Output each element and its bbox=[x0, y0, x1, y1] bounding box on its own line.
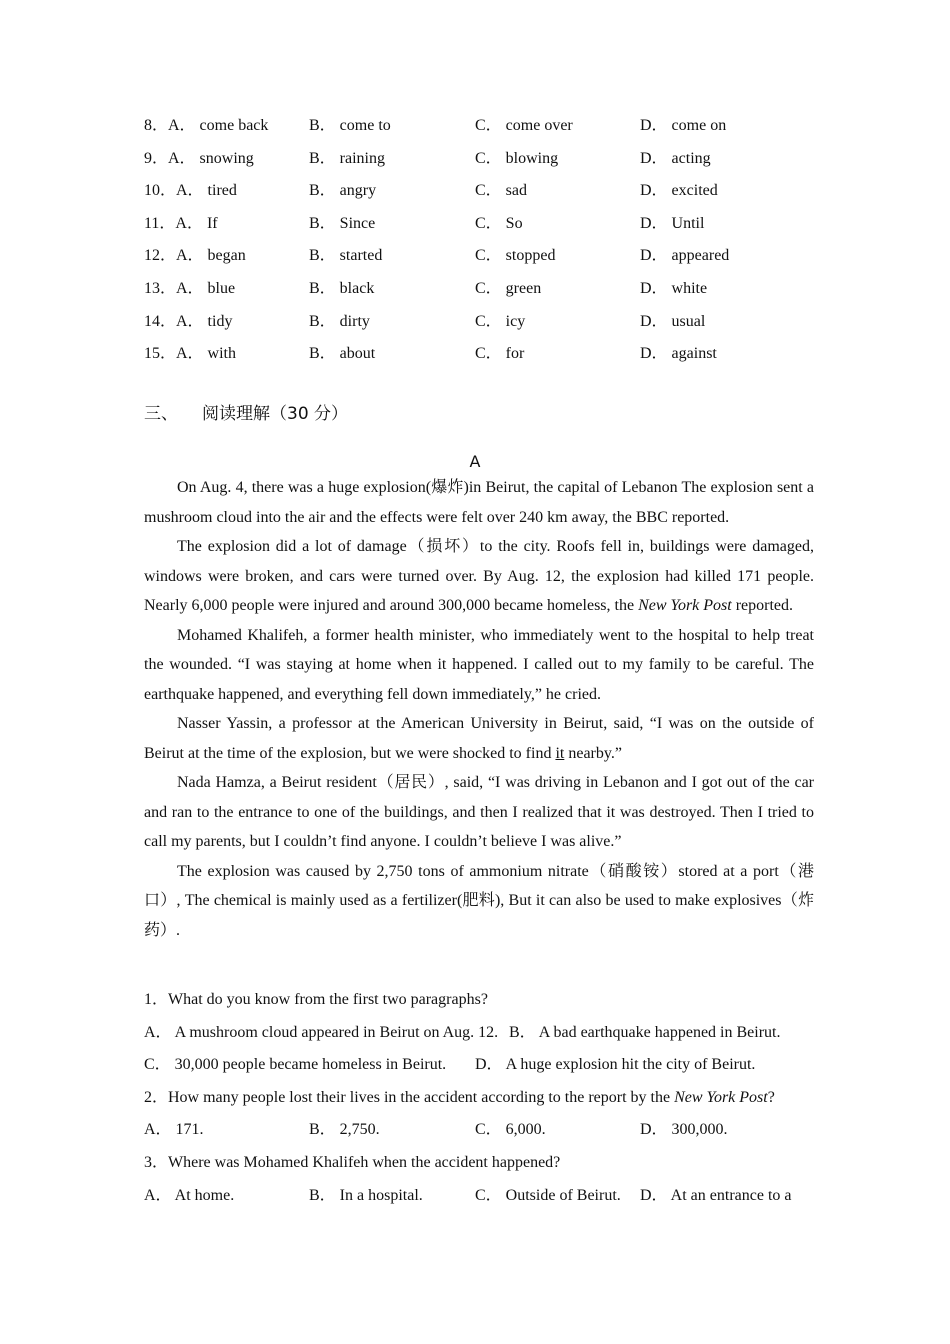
option-d: D． against bbox=[640, 345, 717, 363]
choice-d: D． At an entrance to a bbox=[640, 1186, 792, 1204]
paragraph: The explosion was caused by 2,750 tons of ammonium nitrate（硝酸铵）stored at a port（港口）, The chemical is mainly used as a fertilizer(肥料), But it can also be used to make explosives（炸药）. bbox=[144, 862, 814, 939]
option-c: C． green bbox=[475, 279, 542, 297]
section-number: 三、 bbox=[144, 404, 178, 424]
question-stem: 3．Where was Mohamed Khalifeh when the accident happened? bbox=[144, 1153, 561, 1171]
option-a: 8．A． come back bbox=[144, 117, 269, 134]
answer-row bbox=[144, 1182, 824, 1215]
option-row bbox=[144, 177, 824, 210]
choice-c: C． 30,000 people became homeless in Beirut. bbox=[144, 1056, 447, 1074]
option-d: D． excited bbox=[640, 182, 718, 200]
option-a: 14．A． tidy bbox=[144, 312, 233, 330]
option-d: D． Until bbox=[640, 214, 705, 232]
question-stem: 1．What do you know from the first two paragraphs? bbox=[144, 991, 488, 1008]
option-a: 11．A． If bbox=[144, 214, 218, 232]
option-b: B． Since bbox=[309, 214, 376, 232]
reading-passage bbox=[144, 473, 814, 945]
answer-row bbox=[144, 1116, 824, 1149]
option-a: 12．A． began bbox=[144, 247, 246, 265]
choice-a: A． 171. bbox=[144, 1121, 204, 1139]
option-b: B． raining bbox=[309, 149, 385, 167]
option-b: B． dirty bbox=[309, 312, 370, 330]
answer-row bbox=[144, 1051, 824, 1084]
option-row bbox=[144, 145, 824, 178]
paragraph: On Aug. 4, there was a huge explosion(爆炸)in Beirut, the capital of Lebanon The explosion sent a mushroom cloud into the air and the effects were felt over 240 km away, the BBC reported. bbox=[144, 479, 814, 526]
option-row bbox=[144, 275, 824, 308]
option-d: D． usual bbox=[640, 312, 706, 330]
choice-d: D． A huge explosion hit the city of Beirut. bbox=[475, 1056, 756, 1074]
option-c: C． for bbox=[475, 345, 525, 363]
option-a: 9．A． snowing bbox=[144, 149, 254, 167]
option-a: 13．A． blue bbox=[144, 279, 236, 297]
option-row bbox=[144, 112, 824, 145]
choice-a: A． At home. bbox=[144, 1186, 235, 1204]
option-c: C． icy bbox=[475, 312, 526, 330]
underlined-word: it bbox=[555, 744, 565, 762]
paragraph: The explosion did a lot of damage（损坏）to the city. Roofs fell in, buildings were damaged, windows were broken, and cars were turned over. By Aug. 12, the explosion had killed 171 people. Nearly 6,000 people were injured and around 300,000 became homeless, the New York Post reported. bbox=[144, 538, 814, 614]
option-b: B． come to bbox=[309, 117, 391, 134]
option-c: C． blowing bbox=[475, 149, 559, 167]
choice-b: B． 2,750. bbox=[309, 1121, 380, 1139]
choice-d: D． 300,000. bbox=[640, 1121, 728, 1139]
question-stem: 2．How many people lost their lives in the accident according to the report by the New York Post? bbox=[144, 1088, 775, 1106]
choice-b: B． In a hospital. bbox=[309, 1186, 423, 1204]
option-d: D． white bbox=[640, 279, 708, 297]
option-b: B． black bbox=[309, 279, 375, 297]
answer-row bbox=[144, 1019, 824, 1052]
option-row bbox=[144, 242, 824, 275]
section-heading bbox=[144, 399, 348, 424]
option-a: 10．A． tired bbox=[144, 182, 237, 200]
option-d: D． acting bbox=[640, 149, 711, 167]
question-list bbox=[144, 986, 824, 1214]
option-c: C． sad bbox=[475, 182, 528, 200]
option-b: B． angry bbox=[309, 182, 377, 200]
option-row bbox=[144, 308, 824, 341]
option-d: D． come on bbox=[640, 117, 727, 134]
choice-c: C． Outside of Beirut. bbox=[475, 1186, 621, 1204]
option-b: B． started bbox=[309, 247, 383, 265]
option-d: D． appeared bbox=[640, 247, 730, 265]
choice-c: C． 6,000. bbox=[475, 1121, 546, 1139]
paragraph: Nada Hamza, a Beirut resident（居民）, said, “I was driving in Lebanon and I got out of the car and ran to the entrance to one of the buildings, and then I realized that it was destroyed. Then I tried to call my parents, but I couldn’t find anyone. I couldn’t believe I was alive.” bbox=[144, 774, 814, 850]
option-row bbox=[144, 210, 824, 243]
paragraph: Mohamed Khalifeh, a former health minister, who immediately went to the hospital to help treat the wounded. “I was staying at home when it happened. I called out to my family to be careful. The earthquake happened, and everything fell down immediately,” he cried. bbox=[144, 626, 814, 703]
option-c: C． stopped bbox=[475, 247, 556, 265]
choice-a: A． A mushroom cloud appeared in Beirut on Aug. 12. bbox=[144, 1023, 499, 1041]
paragraph: Nasser Yassin, a professor at the American University in Beirut, said, “I was on the outside of Beirut at the time of the explosion, but we were shocked to find it nearby.” bbox=[144, 715, 814, 762]
option-row bbox=[144, 340, 824, 373]
option-b: B． about bbox=[309, 345, 376, 363]
cloze-options-table bbox=[144, 112, 824, 373]
option-c: C． come over bbox=[475, 117, 573, 134]
option-c: C． So bbox=[475, 214, 523, 232]
section-title: 阅读理解（30 分） bbox=[202, 404, 349, 424]
choice-b: B． A bad earthquake happened in Beirut. bbox=[509, 1023, 781, 1041]
option-a: 15．A． with bbox=[144, 345, 237, 363]
passage-label: A bbox=[469, 452, 481, 471]
